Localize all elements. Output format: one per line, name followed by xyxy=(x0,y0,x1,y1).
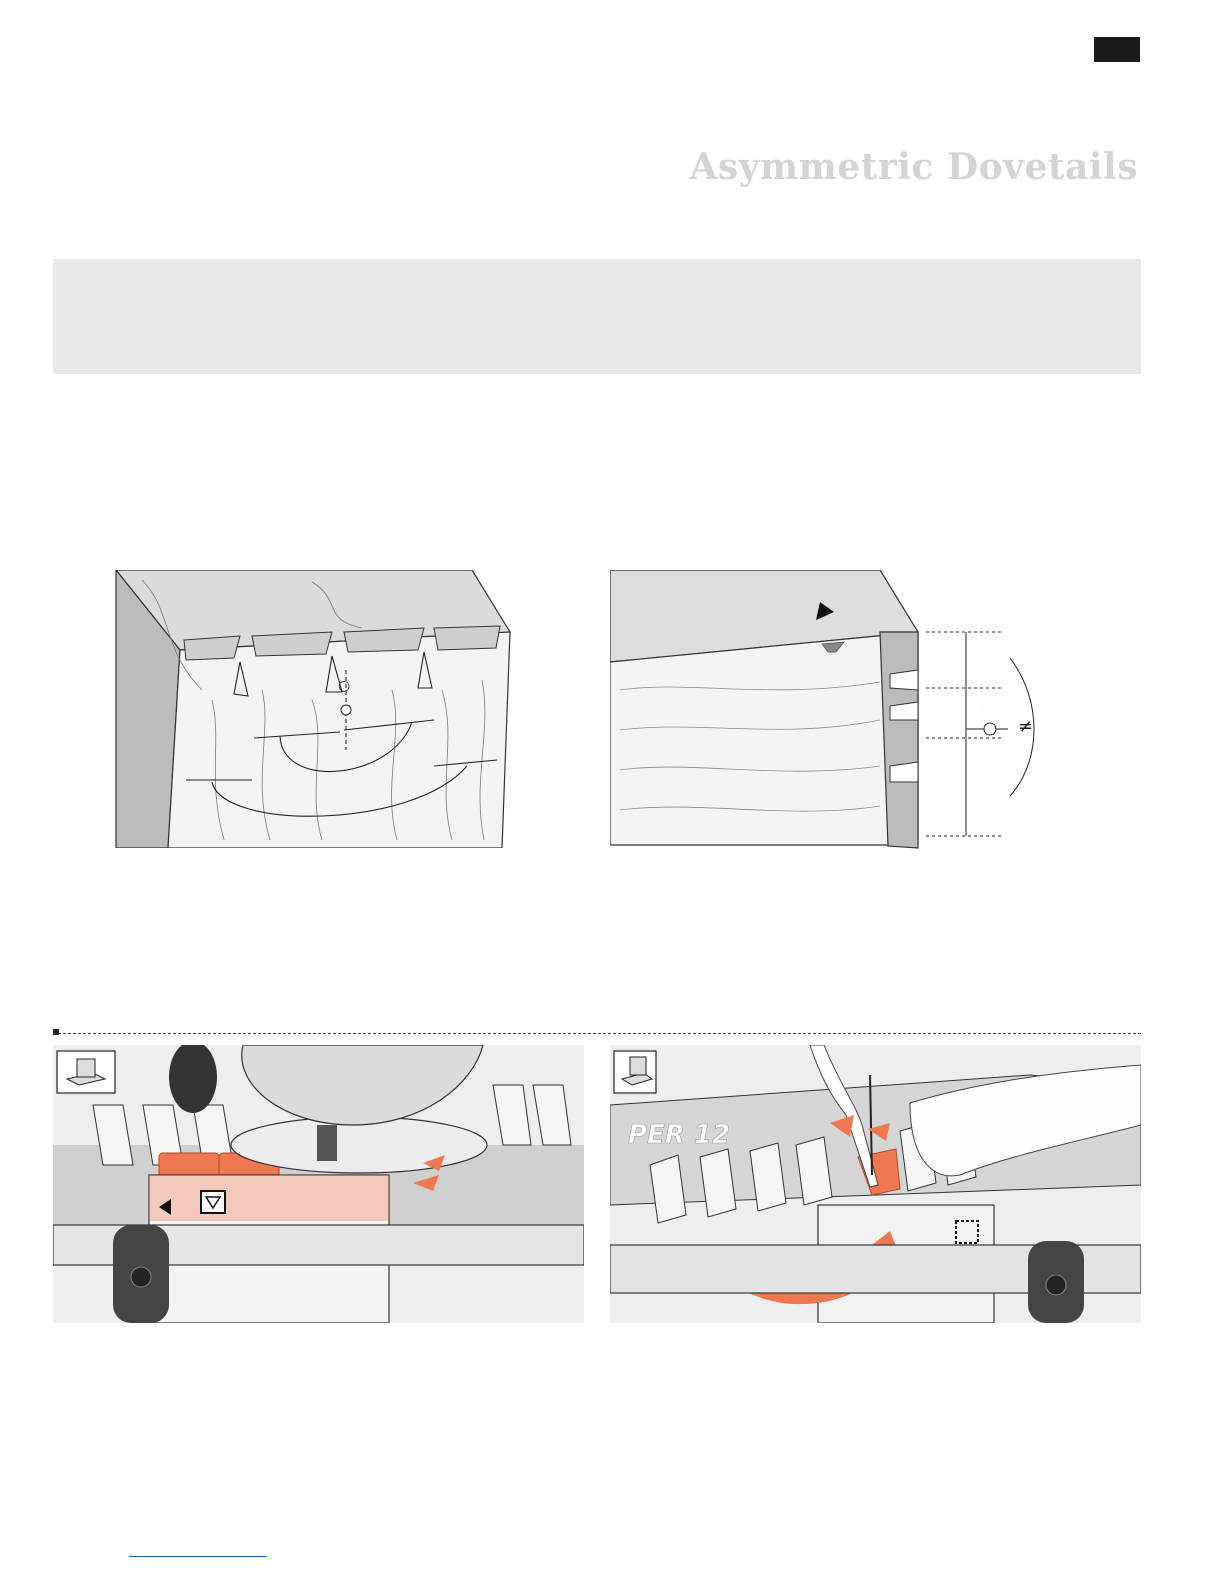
page-title: Asymmetric Dovetails xyxy=(689,146,1138,188)
jig-icon-right xyxy=(614,1051,656,1093)
section-divider xyxy=(53,1033,1141,1034)
jig-icon xyxy=(57,1051,115,1093)
footer-link[interactable] xyxy=(129,1556,267,1557)
figure-routing-tails xyxy=(53,1045,584,1323)
center-symbol-right: ○ xyxy=(982,710,983,711)
page-number-tab xyxy=(1094,37,1140,62)
figure-pin-board xyxy=(610,570,1040,850)
not-equal-symbol: ≠ xyxy=(1018,716,1034,737)
center-symbol: ○ xyxy=(338,678,351,694)
intro-text-band xyxy=(53,259,1141,374)
jig-brand-text: PER 12 xyxy=(628,1120,731,1150)
divider-marker xyxy=(53,1029,59,1035)
figure-tail-board xyxy=(112,570,520,848)
figure-adjusting-fingers xyxy=(610,1045,1141,1323)
